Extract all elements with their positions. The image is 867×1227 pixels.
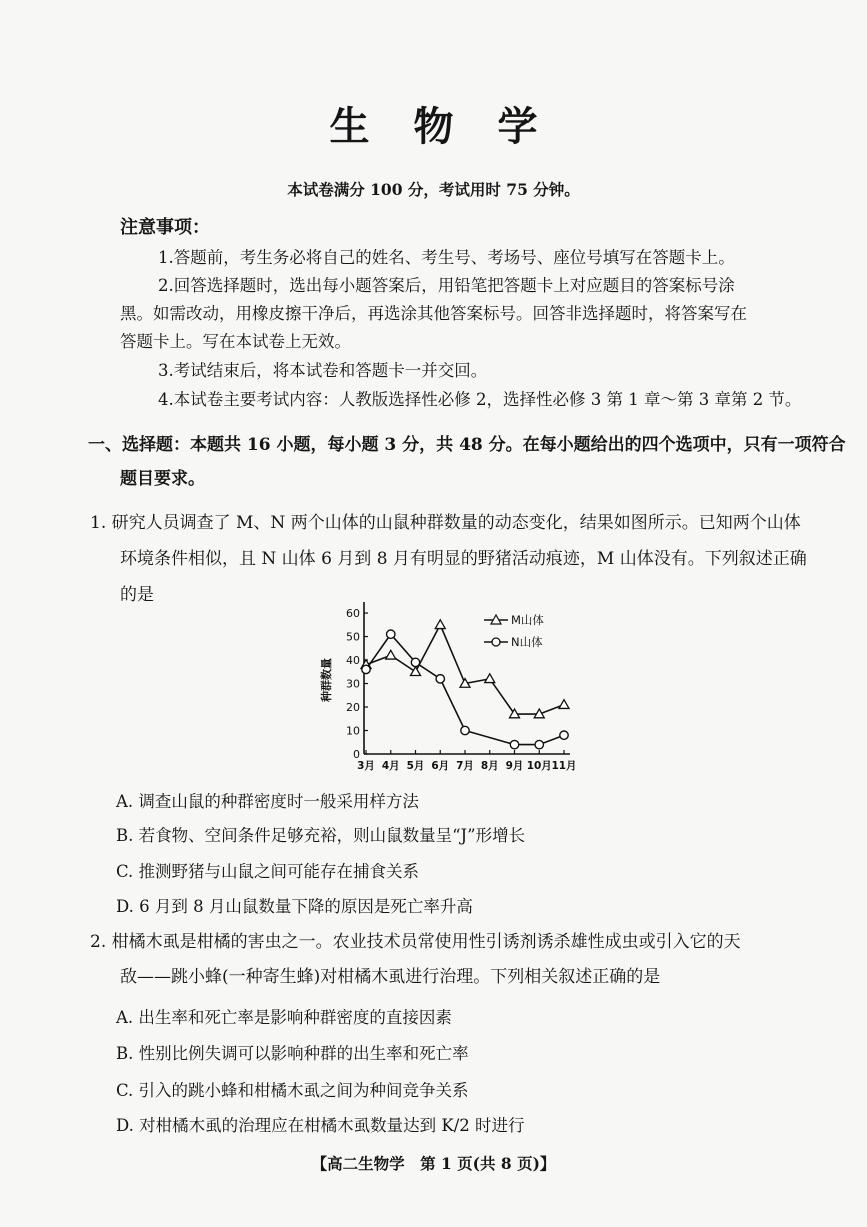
notice-line: 4.本试卷主要考试内容：人教版选择性必修 2，选择性必修 3 第 1 章～第 3 章第 2 节。 (158, 390, 802, 409)
question-1-stem: 1. 研究人员调查了 M、N 两个山体的山鼠种群数量的动态变化，结果如图所示。已知两个山体 (90, 513, 801, 533)
notice-line: 1.答题前，考生务必将自己的姓名、考生号、考场号、座位号填写在答题卡上。 (158, 248, 735, 267)
question-1-option-b: B. 若食物、空间条件足够充裕，则山鼠数量呈“J”形增长 (116, 826, 526, 845)
question-2-option-c: C. 引入的跳小蜂和柑橘木虱之间为种间竞争关系 (116, 1081, 469, 1100)
data-point-circle (387, 630, 395, 638)
y-tick-label: 60 (346, 607, 360, 621)
x-tick-label: 7月 (456, 760, 474, 772)
data-point-triangle (386, 650, 396, 659)
y-tick-label: 30 (346, 677, 360, 691)
notice-line: 3.考试结束后，将本试卷和答题卡一并交回。 (158, 361, 488, 380)
legend-label: N山体 (511, 635, 543, 649)
x-tick-label: 6月 (431, 760, 450, 772)
question-2-option-d: D. 对柑橘木虱的治理应在柑橘木虱数量达到 K/2 时进行 (116, 1116, 525, 1135)
x-tick-label: 8月 (480, 760, 499, 772)
question-1-stem: 的是 (120, 585, 154, 605)
question-1-option-a: A. 调查山鼠的种群密度时一般采用样方法 (116, 792, 419, 811)
data-point-triangle (485, 674, 495, 683)
x-tick-label: 3月 (357, 760, 375, 772)
section-heading: 一、选择题：本题共 16 小题，每小题 3 分，共 48 分。在每小题给出的四个选项中，只有一项符合 (88, 435, 846, 455)
question-1-stem: 环境条件相似，且 N 山体 6 月到 8 月有明显的野猪活动痕迹，M 山体没有。下列叙述正确 (120, 549, 807, 569)
x-tick-label: 5月 (406, 760, 425, 772)
page-footer: 【高二生物学 第 1 页(共 8 页)】 (311, 1154, 556, 1173)
y-tick-label: 10 (346, 724, 360, 738)
y-tick-label: 40 (346, 654, 360, 668)
y-tick-label: 20 (346, 701, 360, 715)
population-line-chart (318, 596, 578, 780)
notice-line: 黑。如需改动，用橡皮擦干净后，再选涂其他答案标号。回答非选择题时，将答案写在 (120, 304, 747, 323)
data-point-triangle (411, 667, 421, 676)
x-tick-label: 11月 (551, 760, 577, 772)
question-2-option-b: B. 性别比例失调可以影响种群的出生率和死亡率 (116, 1044, 469, 1063)
data-point-circle (436, 675, 444, 683)
data-point-triangle (559, 700, 569, 709)
question-2-stem: 敌——跳小蜂(一种寄生蜂)对柑橘木虱进行治理。下列相关叙述正确的是 (120, 967, 661, 987)
page-title: 生物学 (329, 103, 582, 150)
question-1-option-c: C. 推测野猪与山鼠之间可能存在捕食关系 (116, 862, 420, 881)
legend-circle-marker (492, 638, 500, 646)
legend-label: M山体 (511, 613, 544, 627)
data-point-circle (411, 658, 419, 666)
x-tick-label: 9月 (505, 760, 524, 772)
exam-info: 本试卷满分 100 分，考试用时 75 分钟。 (287, 180, 580, 199)
data-point-circle (510, 740, 518, 748)
section-heading-cont: 题目要求。 (120, 469, 205, 489)
notice-line: 答题卡上。写在本试卷上无效。 (120, 332, 351, 351)
data-point-circle (362, 665, 370, 673)
data-point-triangle (435, 620, 445, 629)
data-point-circle (560, 731, 568, 739)
notice-line: 2.回答选择题时，选出每小题答案后，用铅笔把答题卡上对应题目的答案标号涂 (158, 276, 735, 295)
y-tick-label: 50 (346, 630, 360, 644)
question-2-option-a: A. 出生率和死亡率是影响种群密度的直接因素 (116, 1008, 452, 1027)
data-point-circle (535, 740, 543, 748)
data-point-circle (461, 726, 469, 734)
x-tick-label: 10月 (526, 760, 552, 772)
x-tick-label: 4月 (381, 760, 400, 772)
y-tick-label: 0 (353, 748, 360, 761)
y-axis-label: 种群数量 (320, 658, 333, 702)
notice-heading: 注意事项： (120, 217, 210, 238)
question-1-option-d: D. 6 月到 8 月山鼠数量下降的原因是死亡率升高 (116, 897, 473, 916)
question-2-stem: 2. 柑橘木虱是柑橘的害虫之一。农业技术员常使用性引诱剂诱杀雄性成虫或引入它的天 (90, 932, 741, 952)
